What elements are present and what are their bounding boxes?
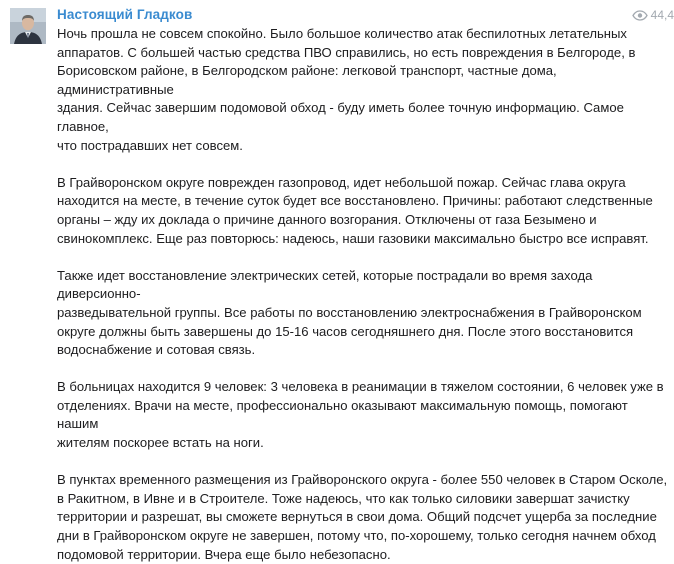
post-paragraph: В пунктах временного размещения из Грайворонского округа - более 550 человек в Старом Осколе, в Ракитном, в Ивне и в Строителе. Тоже надеюсь, что как только силовики завершат зачистку территории и разрешат, вы сможете вернуться в свои дома. Общий подсчет ущерба за последние дни в Грайворонском округе не завершен, потому что, по-хорошему, только сегодня начнем обход подомовой территории. Вчера еще было небезопасно. bbox=[57, 472, 668, 562]
views-counter bbox=[632, 8, 674, 22]
post-paragraph: Также идет восстановление электрических сетей, которые пострадали во время захода диверсионно- разведывательной группы. Все работы по восстановлению электроснабжения в Грайворонском округе должны быть завершены до 15-16 часов сегодняшнего дня. После этого восстановится водоснабжение и сотовая связь. bbox=[57, 267, 642, 358]
channel-name[interactable]: Настоящий Гладков bbox=[57, 7, 193, 22]
post-text bbox=[57, 25, 669, 564]
post-paragraph: В Грайворонском округе поврежден газопровод, идет небольшой пожар. Сейчас глава округа находится на месте, в течение суток будет все восстановлено. Причины: работают следственные органы – жду их доклада о причине данного возгорания. Отключены от газа Безымено и свинокомплекс. Еще раз повторюсь: надеюсь, наши газовики максимально быстро все исправят. bbox=[57, 174, 653, 246]
views-count: 44,4 bbox=[650, 8, 674, 22]
post-paragraph: Ночь прошла не совсем спокойно. Было большое количество атак беспилотных летательных аппаратов. С большей частью средства ПВО справились, но есть повреждения в Белгороде, в Борисовском районе, в Белгородском районе: легковой транспорт, частные дома, административные здания. Сейчас завершим подомовой обход - буду иметь более точную информацию. Самое главное, что пострадавших нет совсем. bbox=[57, 26, 636, 153]
channel-avatar[interactable] bbox=[10, 8, 46, 44]
post-paragraph: В больницах находится 9 человек: 3 человека в реанимации в тяжелом состоянии, 6 человек уже в отделениях. Врачи на месте, профессионально оказывают максимальную помощь, помогают нашим жителям поскорее встать на ноги. bbox=[57, 379, 664, 451]
eye-icon bbox=[632, 10, 648, 21]
avatar-photo bbox=[10, 8, 46, 44]
